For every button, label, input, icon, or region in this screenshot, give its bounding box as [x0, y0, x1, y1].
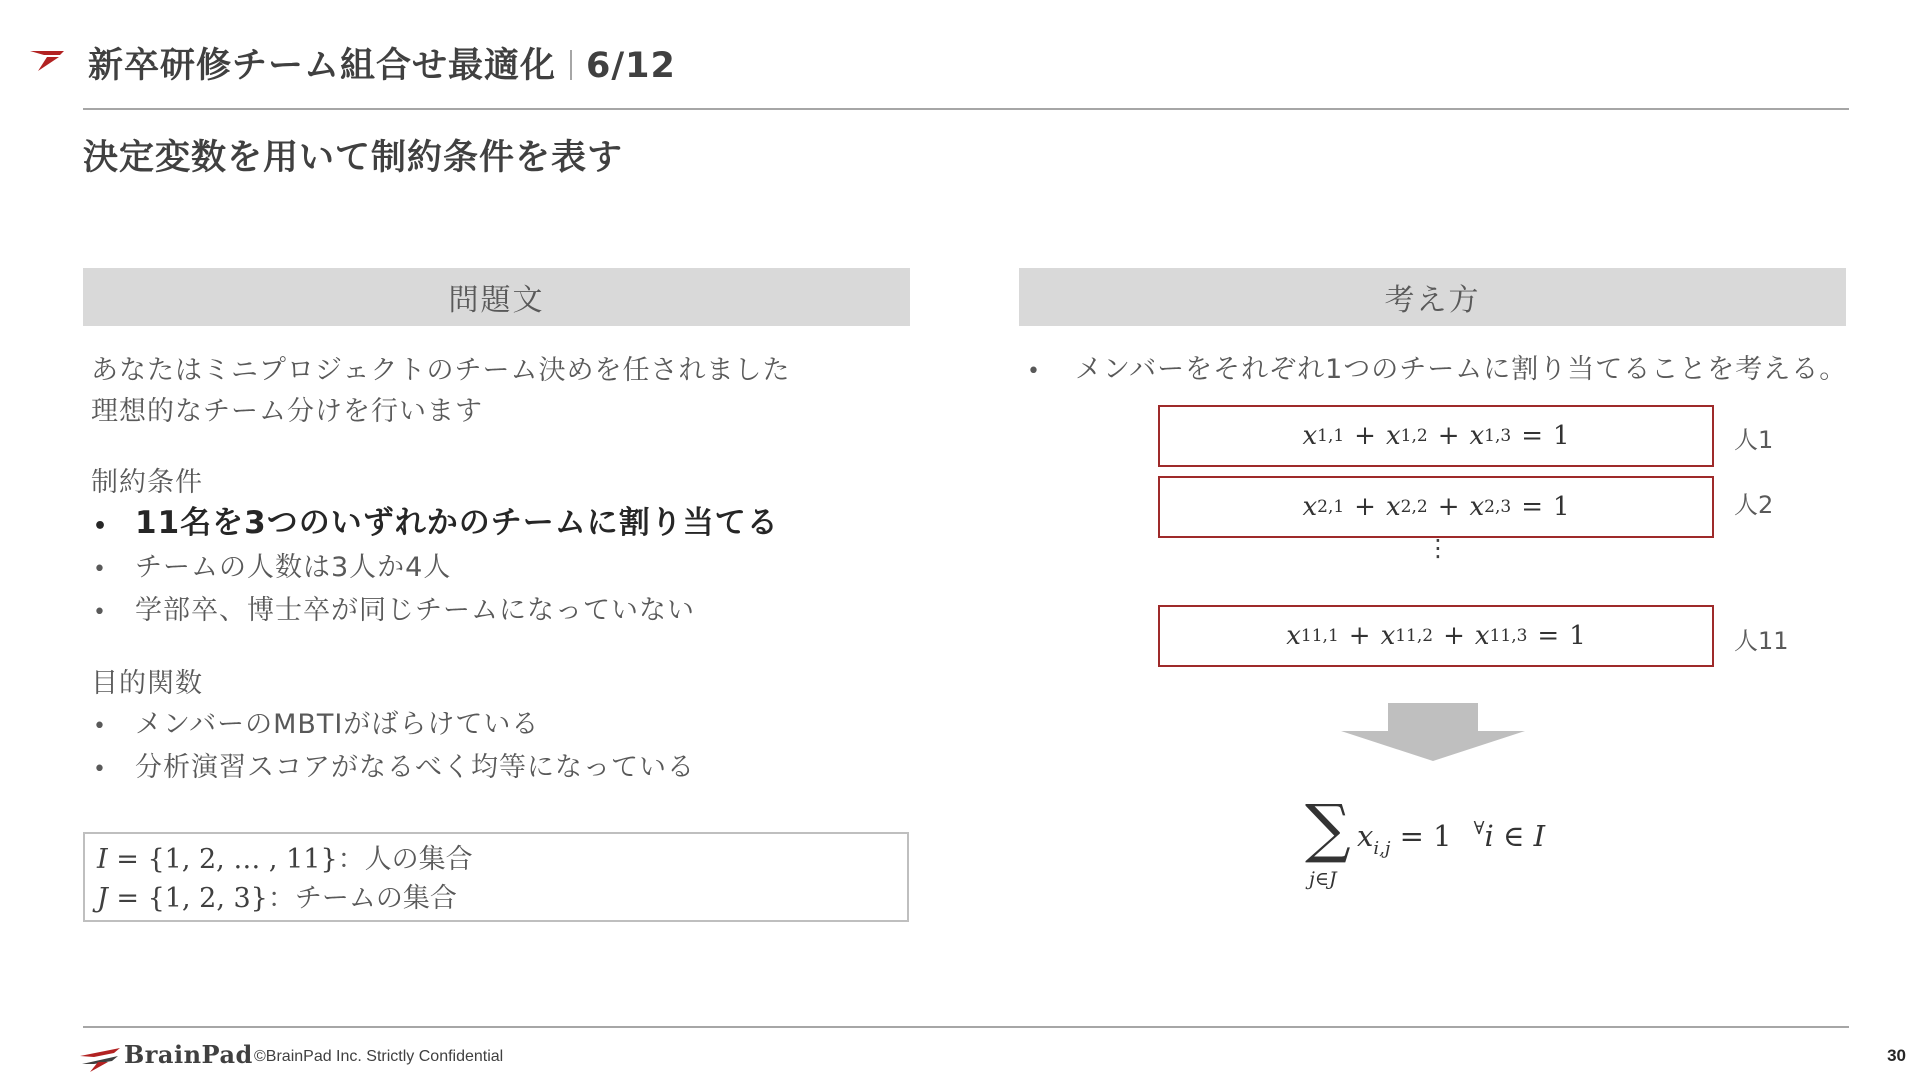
objective-item	[91, 747, 911, 790]
sigma-symbol: ∑	[1305, 792, 1351, 866]
constraint-item	[91, 503, 911, 547]
summary-constraint-formula	[1305, 792, 1605, 898]
copyright-notice: ©BrainPad Inc. Strictly Confidential	[254, 1048, 504, 1065]
subscript: 11,2	[1395, 626, 1434, 646]
equation-box-person-1: x 1,1 + x 1,2 + x 1,3 = 1	[1158, 405, 1714, 467]
summand: $x_{i,j} = 1$ ∀i ∈ I	[1357, 818, 1546, 859]
forall-symbol: ∀	[1473, 818, 1485, 839]
subscript: i,j	[1373, 838, 1391, 859]
brand-wordmark: BrainPad	[124, 1040, 253, 1069]
spacer	[91, 432, 911, 462]
subscript: 2,2	[1400, 497, 1428, 517]
sum-index: j∈J	[1309, 868, 1337, 890]
subscript: 1,3	[1484, 426, 1512, 446]
equation-rhs: 1	[1553, 421, 1570, 451]
subscript: 11,1	[1300, 626, 1339, 646]
set-i-members: {1, 2, … , 11}	[147, 844, 338, 875]
page-fraction: 6/12	[586, 46, 676, 86]
person-label: 人2	[1734, 491, 1774, 519]
set-i-definition: I = {1, 2, … , 11}：人の集合	[97, 844, 473, 875]
quantifier: i ∈ I	[1484, 819, 1546, 853]
bullet-icon: •	[93, 557, 107, 582]
set-i-description: ：人の集合	[337, 844, 473, 875]
subscript: 2,3	[1484, 497, 1512, 517]
objective-text: 分析演習スコアがなるべく均等になっている	[135, 752, 695, 783]
bullet-icon: •	[1027, 359, 1041, 384]
set-j-description: ：チームの集合	[267, 883, 457, 914]
subscript: 1,2	[1400, 426, 1428, 446]
page-title	[88, 38, 676, 88]
equation-box-person-2: x 2,1 + x 2,2 + x 2,3 = 1	[1158, 476, 1714, 538]
set-j-members: {1, 2, 3}	[147, 883, 268, 914]
constraint-item	[91, 547, 911, 590]
problem-statement	[91, 350, 911, 790]
constraint-item	[91, 590, 911, 633]
bullet-icon: •	[93, 514, 109, 539]
brainpad-logo-mark-icon	[80, 1046, 124, 1072]
title-separator	[570, 50, 572, 80]
subscript: 1,1	[1317, 426, 1345, 446]
footer-divider	[83, 1026, 1849, 1028]
objective-text: メンバーのMBTIがばらけている	[135, 709, 540, 740]
bullet-icon: •	[93, 714, 107, 739]
page-number: 30	[1887, 1046, 1906, 1065]
subscript: 2,1	[1317, 497, 1345, 517]
set-j-definition: J = {1, 2, 3}：チームの集合	[97, 883, 457, 914]
brainpad-mark-icon	[30, 48, 66, 72]
subscript: 11,3	[1489, 626, 1528, 646]
intro-line: あなたはミニプロジェクトのチーム決めを任されました	[91, 355, 791, 386]
constraint-text: チームの人数は3人か4人	[135, 552, 452, 583]
equation-rhs: 1	[1569, 621, 1586, 651]
approach-text: メンバーをそれぞれ1つのチームに割り当てることを考える。	[1075, 354, 1848, 385]
equation-box-person-11: x 11,1 + x 11,2 + x 11,3 = 1	[1158, 605, 1714, 667]
formula-rhs: 1	[1433, 819, 1452, 853]
brainpad-logo	[80, 1040, 253, 1072]
intro-line: 理想的なチーム分けを行います	[91, 396, 483, 427]
approach-bullet	[1027, 350, 1847, 392]
title-text: 新卒研修チーム組合せ最適化	[88, 46, 557, 86]
objective-label: 目的関数	[91, 668, 203, 699]
approach-heading: 考え方	[1019, 268, 1846, 326]
equation-rhs: 1	[1553, 492, 1570, 522]
down-arrow-icon	[1341, 703, 1525, 761]
set-definitions-box	[83, 832, 909, 922]
constraint-text: 11名を3つのいずれかのチームに割り当てる	[135, 505, 779, 541]
bullet-icon: •	[93, 757, 107, 782]
person-label: 人1	[1734, 426, 1774, 454]
problem-heading: 問題文	[83, 268, 910, 326]
constraint-text: 学部卒、博士卒が同じチームになっていない	[135, 595, 695, 626]
person-label: 人11	[1734, 627, 1789, 655]
slide-subtitle: 決定変数を用いて制約条件を表す	[83, 138, 624, 178]
objective-item	[91, 704, 911, 747]
bullet-icon: •	[93, 600, 107, 625]
vertical-ellipsis: ⋮	[1426, 534, 1450, 562]
constraints-label: 制約条件	[91, 467, 203, 498]
spacer	[91, 633, 911, 663]
header-divider	[83, 108, 1849, 110]
